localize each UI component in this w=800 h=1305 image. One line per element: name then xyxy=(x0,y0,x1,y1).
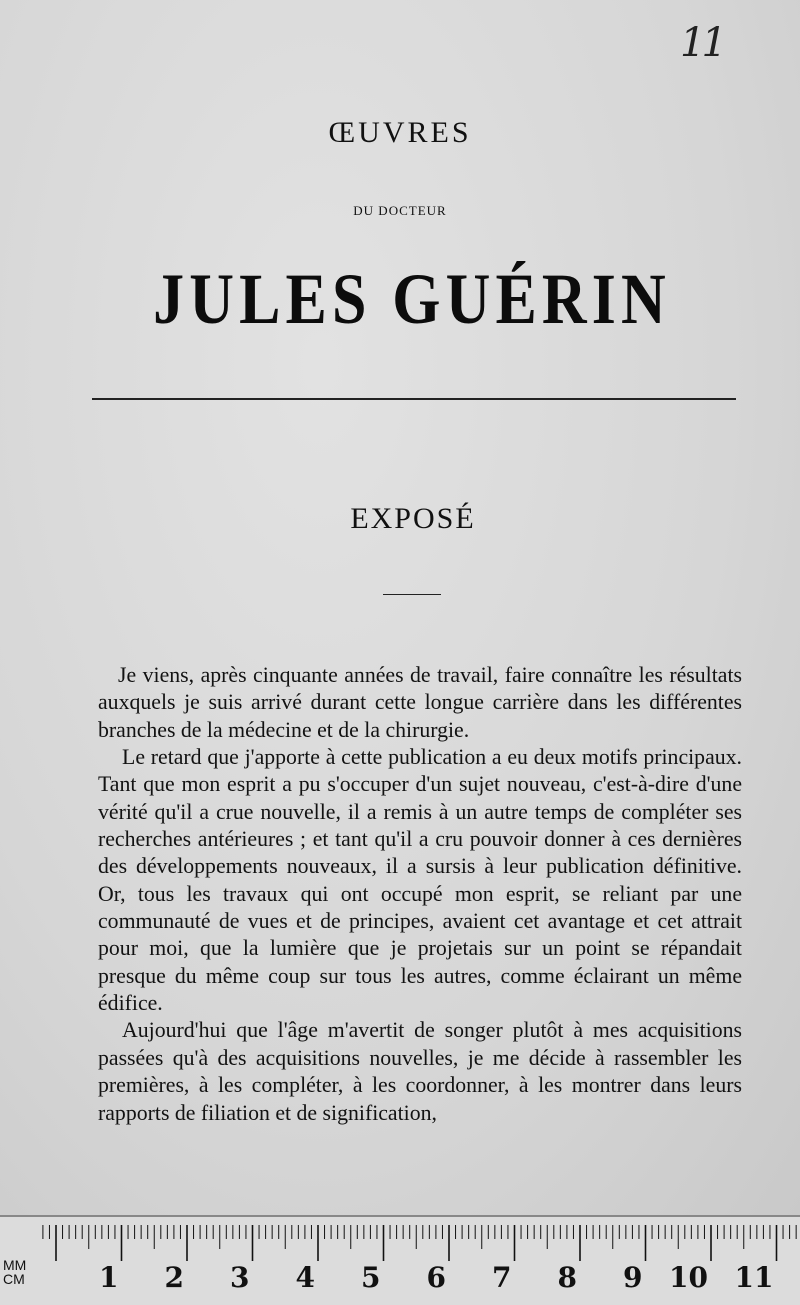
title-author-name: JULES GUÉRIN xyxy=(153,259,671,339)
ruler-unit-mm: MM xyxy=(3,1257,27,1273)
title-du-docteur: DU DOCTEUR xyxy=(353,203,447,218)
paragraph-3: Aujourd'hui que l'âge m'avertit de songer plutôt à mes acquisitions passées qu'à des acquisitions nouvelles, je me décide à rassembler les premières, à les compléter, à les coordonner, à les montrer dans leurs rapports de filiation et de signification, xyxy=(98,1018,742,1125)
ruler-number: 11 xyxy=(734,1261,774,1294)
ruler-number: 1 xyxy=(99,1261,119,1294)
measurement-ruler xyxy=(0,1215,800,1305)
ruler-number: 10 xyxy=(669,1261,708,1294)
title-divider xyxy=(92,398,736,400)
ruler-units-label xyxy=(3,1258,26,1286)
ruler-number: 6 xyxy=(426,1261,446,1294)
paragraph-1: Je viens, après cinquante années de travail, faire connaître les résultats auxquels je suis arrivé durant cette longue carrière dans les différentes branches de la médecine et de la chirurgie. xyxy=(98,663,742,742)
section-divider xyxy=(383,594,441,595)
ruler-number: 9 xyxy=(623,1261,643,1294)
ruler-number: 2 xyxy=(164,1261,184,1294)
title-oeuvres: ŒUVRES xyxy=(328,116,472,149)
ruler-number: 7 xyxy=(492,1261,512,1294)
section-title: EXPOSÉ xyxy=(350,502,476,535)
ruler-unit-cm: CM xyxy=(3,1271,25,1287)
ruler-number: 3 xyxy=(230,1261,250,1294)
ruler-number: 4 xyxy=(295,1261,315,1294)
ruler-number: 8 xyxy=(557,1261,577,1294)
paragraph-2: Le retard que j'apporte à cette publication a eu deux motifs principaux. Tant que mon esprit a pu s'occuper d'un sujet nouveau, c'est-à-dire d'une vérité qu'il a crue nouvelle, il a remis à un autre temps de compléter ses recherches antérieures ; et tant qu'il a cru pouvoir donner à ces dernières des développements nouveaux, il a sursis à leur publication définitive. Or, tous les travaux qui ont occupé mon esprit, se reliant par une communauté de vues et de principes, avaient cet avantage et cet attrait pour moi, que la lumière que je projetais sur un point se répandait presque du même coup sur tous les autres, comme éclairant un même édifice. xyxy=(98,745,742,1016)
ruler-number: 5 xyxy=(361,1261,381,1294)
handwritten-page-number: 11 xyxy=(680,20,723,66)
body-text xyxy=(98,662,742,1127)
ruler-scale xyxy=(0,1217,800,1305)
